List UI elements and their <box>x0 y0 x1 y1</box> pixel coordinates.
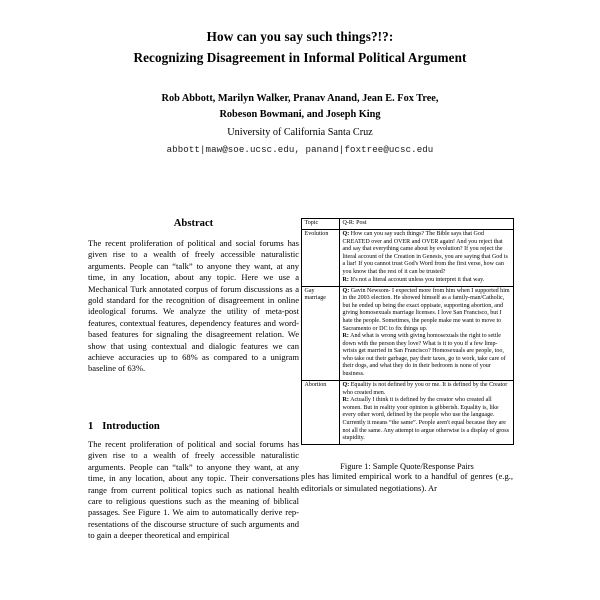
row-post-evolution <box>340 230 514 287</box>
author-list <box>0 91 600 124</box>
section-number: 1 <box>88 420 94 432</box>
quote-label: Q: <box>342 287 350 294</box>
title-line-1: How can you say such things?!?: <box>206 29 394 44</box>
section-title: Introduction <box>102 420 160 432</box>
response-text: It's not a literal account unless you interpret it that way. <box>350 276 485 283</box>
response-label: R: <box>342 333 349 340</box>
quote-label: Q: <box>342 231 350 238</box>
row-post-abortion <box>340 381 514 445</box>
table-row <box>302 286 514 380</box>
response-text: And what is wrong with giving homosexuals the right to settle down with the person they love? What is it to you if a few limp-wrists get married in San Francisco? Homosexuals are people, too, who take out their garbage, pay their taxes, go to work, take care of their dogs, and what they do in their bedroom is none of your business. <box>342 333 506 377</box>
response-text: Actually I think it is defined by the creator who created all women. But in reality your opinion is gibberish. Equality is, like every other word, defined by the people who use the language. Currently it means “the same”. People aren't equal because they are not all the same. Any attempt to argue otherwise is a display of gross stupidity. <box>342 397 509 442</box>
quote-label: Q: <box>342 382 350 389</box>
row-post-gay-marriage <box>340 286 514 380</box>
quote-text: Equality is not defined by you or me. It is defined by the Creator who created men. <box>342 382 508 396</box>
table-row <box>302 381 514 445</box>
introduction-heading <box>88 421 299 432</box>
body-columns <box>0 218 600 600</box>
right-column-continuation: ples has limited empirical work to a handful of genres (e.g., editorials or simulated negotiations). Ar <box>301 471 513 493</box>
author-line-2: Robeson Bowmani, and Joseph King <box>219 109 381 121</box>
right-column <box>301 218 513 494</box>
table-header-row <box>302 219 514 230</box>
abstract-heading: Abstract <box>173 218 214 229</box>
author-line-1: Rob Abbott, Marilyn Walker, Pranav Anand, Jean E. Fox Tree, <box>161 92 439 104</box>
affiliation: University of California Santa Cruz <box>227 127 373 139</box>
sample-quote-response-table <box>301 218 514 445</box>
row-topic-evolution: Evolution <box>302 230 340 287</box>
introduction-paragraph: The recent proliferation of political and social forums has given rise to a wealth of freely accessible naturalistic arguments. People can “talk” to anyone they want, at any time, in any location, about any topic. Their conversations range from current political topics such as national health care to religious questions such as the meaning of biblical passages. See Figure 1. We aim to automatically derive representations of the discourse structure of such arguments and to gain a deeper theoretical and empirical <box>88 438 299 541</box>
column-header-topic: Topic <box>302 219 340 230</box>
row-topic-abortion: Abortion <box>302 381 340 445</box>
quote-text: How can you say such things? The Bible says that God CREATED over and OVER and OVER again! And you reject that and say that everything came about by evolution? If you reject the literal account of the Creation in Genesis, you are saying that God is a liar! If you cannot trust God's Word from the first verse, how can you know that the rest of it can be trusted? <box>342 231 508 275</box>
response-label: R: <box>342 397 349 404</box>
abstract-text: The recent proliferation of political and social forums has given rise to a wealth of freely accessible naturalistic arguments. People can “talk” to anyone they want, at any time, in any location, about any topic. Here we use a Mechanical Turk annotated corpus of forum discussions as a gold standard for the recognition of disagreement in online ideological forums. We analyze the utility of meta-post features, contextual features, dependency features and word-based features for signaling the disagreement relation. We show that using contextual and dialogic features we can achieve accuracies up to 68% as compared to a unigram baseline of 63%. <box>88 238 299 374</box>
row-topic-gay-marriage: Gay marriage <box>302 286 340 380</box>
column-header-post: Q-R: Post <box>340 219 514 230</box>
table-row <box>302 230 514 287</box>
left-column <box>88 218 299 542</box>
page-title <box>0 26 600 69</box>
introduction-section <box>88 421 299 542</box>
figure-caption: Figure 1: Sample Quote/Response Pairs <box>340 462 474 472</box>
quote-text: Gavin Newsom- I expected more from him when I supported him in the 2003 election. He showed himself as a family-man/Catholic, but he ended up being the exact oppisate, supporting abortion, and giving homosexuals marriage licenses. I love San Francisco, but I hate the people. Sometimes, the people make me want to move to Sacramento or DC to fix things up. <box>342 287 510 332</box>
author-emails[interactable]: abbott|maw@soe.ucsc.edu, panand|foxtree@ucsc.edu <box>166 143 434 155</box>
title-line-2: Recognizing Disagreement in Informal Political Argument <box>133 50 467 66</box>
response-label: R: <box>342 276 349 283</box>
title-block <box>0 0 600 155</box>
